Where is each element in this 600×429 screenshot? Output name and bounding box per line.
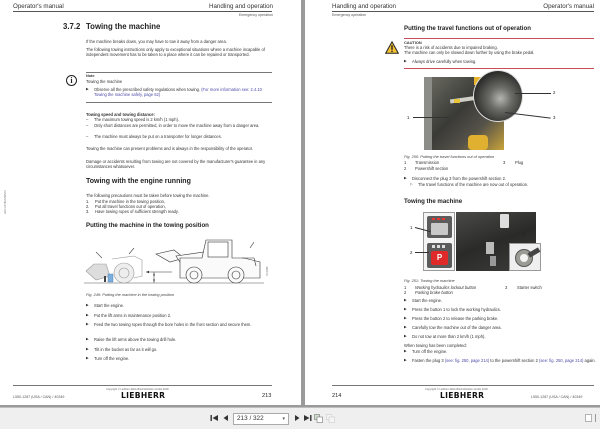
caution-line-1: There is a risk of accidents due to impaired braking. (404, 45, 498, 50)
last-page-button[interactable] (303, 414, 312, 424)
towing-position-heading: Putting the machine in the towing position (86, 222, 209, 229)
fig-250-legend-text: Powershift section (415, 166, 449, 171)
page-number: 213 (262, 393, 272, 399)
fasten-step: ▶ Fasten the plug 3 (see: fig. 250, page 214) to the powershift section 2 (see: fig. 250, page 214) again. (404, 358, 596, 363)
step-item: ▶ Turn off the engine. (86, 356, 129, 361)
step-item: ▶ Start the engine. (86, 303, 124, 308)
header-right: Operator's manual (543, 3, 594, 10)
intro-paragraph-1: If the machine breaks down, you may have to tow it away from a danger area. (86, 39, 227, 44)
header-rule (332, 11, 594, 12)
warning-icon (385, 41, 399, 54)
two-page-view-button[interactable] (314, 414, 323, 424)
section-title: Towing the machine (86, 22, 161, 31)
fig-250-callout-1: 1 (407, 115, 410, 120)
next-page-icon (294, 414, 300, 422)
parking-brake-button-image: P (427, 243, 452, 268)
toolbar-overflow[interactable] (595, 414, 599, 424)
precaution-item: 3. Have towing ropes of sufficient strength ready. (86, 209, 179, 214)
precautions-intro: The following precautions must be taken before towing the machine. (86, 193, 210, 198)
fig-251-legend-text: Starter switch (517, 285, 542, 290)
divider (595, 414, 596, 422)
sub-header: Emergency operation (238, 13, 273, 17)
completed-intro: When towing has been completed: (404, 343, 467, 348)
fig-251-starter-switch-panel (509, 243, 541, 271)
towing-step: ▶ Press the button 1 to lock the working hydraulics. (404, 307, 501, 312)
margin-code: LWC-0078FAZ/65F4 (4, 190, 7, 214)
single-page-view-icon (326, 414, 335, 423)
page-214 (305, 0, 600, 405)
fig-249-caption: Fig. 249: Putting the machine in the towing position (86, 292, 175, 297)
svg-text:OGR089: OGR089 (266, 266, 269, 276)
liebherr-logo: LIEBHERR (440, 391, 485, 400)
fit-page-button[interactable] (585, 414, 592, 424)
damage-paragraph: Damage or accidents resulting from towing are not covered by the manufacturer's guarantee in any circumstances whatsoever. (86, 159, 266, 170)
fig-251-button-panel (423, 212, 455, 271)
note-bullet (86, 87, 272, 98)
page-213 (0, 0, 301, 405)
fig-250-legend-text: Transmission (415, 160, 440, 165)
fig-250-callout-2: 2 (553, 90, 556, 95)
fig-250-legend-num: 3 (503, 160, 506, 165)
fig-251-callout-3: 3 (523, 232, 526, 237)
travel-functions-heading: Putting the travel functions out of operation (404, 25, 531, 32)
step-item: ▶ Raise the lift arms above the towing drill hole. (86, 337, 176, 342)
disconnect-step: ▶ Disconnect the plug 3 from the powershift section 2. (404, 176, 506, 181)
fig-251-legend-text: Working hydraulics lockout button (415, 285, 477, 290)
caution-bullet: ▶ Always drive carefully when towing. (404, 59, 476, 64)
fig-251-callout-1: 1 (410, 225, 413, 230)
towing-position-figure (84, 236, 274, 288)
sub-header: Emergency operation (332, 13, 367, 17)
single-page-view-button[interactable] (326, 414, 335, 424)
intro-paragraph-2: The following towing instructions only apply to exceptional situations where a machine incapable of independent movement has to be taken to a place where it can be repaired or transported. (86, 47, 265, 58)
towing-machine-heading: Towing the machine (404, 198, 463, 205)
chevron-down-icon[interactable]: ▾ (282, 416, 285, 422)
header-left: Handling and operation (332, 3, 396, 10)
problems-paragraph: Towing the machine can present problems and is always in the responsibility of the operator. (86, 146, 254, 151)
header-right: Handling and operation (209, 3, 273, 10)
prev-page-icon (223, 414, 229, 422)
note-safety-link[interactable]: (For more information see: 2.4.10 Towing the machine safely, page 62) (94, 87, 262, 98)
page-number: 214 (332, 393, 342, 399)
speed-item: – The maximum towing speed is 2 km/h (1 mph). (86, 117, 272, 122)
step-item: ▶ Put the lift arms in maintenance position 2. (86, 313, 171, 318)
speed-heading: Towing speed and towing distance: (86, 112, 155, 117)
precaution-item: 1. Put the machine in the towing position, (86, 199, 166, 204)
fig-251-callout-2: 2 (410, 250, 413, 255)
page-icon (585, 414, 592, 422)
navigation-toolbar (0, 407, 600, 429)
fig-251-caption: Fig. 251: Towing the machine (404, 278, 455, 283)
note-bullet-text: Observe all the prescribed safety regulations when towing. (94, 87, 202, 92)
speed-item: – Only short distances are permitted, in order to move the machine away from a danger area. (86, 123, 266, 128)
fig-250-caption: Fig. 250: Putting the travel functions out of operation (404, 154, 495, 159)
fig-250-leader-1 (413, 117, 449, 118)
step-item: ▶ Feed the two towing ropes through the bore holes in the front section and secure them. (86, 322, 272, 327)
footer-code: L550-1287 (USA / CAN) / 40349 (13, 395, 65, 399)
completed-step: ▶ Turn off the engine. (404, 349, 447, 354)
fig-251-legend-num: 2 (404, 290, 407, 295)
note-top-rule (86, 72, 272, 73)
fig-250-callout-3: 3 (553, 115, 556, 120)
fig-250-leader-2 (515, 93, 551, 94)
next-page-button[interactable] (293, 414, 301, 424)
fig-250-legend-num: 1 (404, 160, 407, 165)
footer-rule (332, 385, 594, 386)
prev-page-button[interactable] (222, 414, 230, 424)
note-bottom-rule (86, 102, 272, 103)
caution-line-2: The machine can only be slowed down further by using the brake pedal. (404, 50, 535, 55)
step-item: ▶ Tilt in the bucket as far as it will go. (86, 347, 157, 352)
caution-label: CAUTION (404, 40, 422, 45)
fig-250-link[interactable]: (see: fig. 250, page 214) (444, 358, 490, 363)
fig-251-legend-text: Parking brake button (415, 290, 453, 295)
speed-item: – The machine must always be put on a transporter for longer distances. (86, 134, 272, 139)
fig-250-legend-num: 2 (404, 166, 407, 171)
first-page-button[interactable] (209, 414, 218, 424)
engine-running-heading: Towing with the engine running (86, 178, 191, 185)
fig-251-leader-2 (415, 252, 429, 253)
note-subject: Towing the machine (86, 79, 123, 84)
page-number-field[interactable] (233, 413, 289, 425)
towing-step: ▶ Do not tow at more than 2 km/h (1 mph). (404, 334, 486, 339)
precaution-item: 2. Put all travel functions out of operation, (86, 204, 166, 209)
fig-250-legend-text: Plug (515, 160, 524, 165)
fig-251-legend-num: 3 (505, 285, 508, 290)
caution-top-rule (404, 38, 594, 39)
footer-copyright: Copyright © Liebherr-Werk Bischofshofen GmbH 2018 (425, 388, 488, 391)
fig-250-link[interactable]: (see: fig. 250, page 214) (539, 358, 584, 363)
first-page-icon (210, 414, 218, 422)
section-number: 3.7.2 (63, 22, 81, 31)
footer-copyright: Copyright © Liebherr-Werk Bischofshofen GmbH 2018 (106, 388, 169, 391)
disconnect-result: ▷ The travel functions of the machine are now out of operation. (410, 182, 528, 187)
towing-step: ▶ Carefully tow the machine out of the danger area. (404, 325, 502, 330)
caution-bottom-rule (404, 68, 594, 69)
page-number-value: 213 / 322 (237, 415, 264, 422)
header-rule (13, 11, 272, 12)
two-page-view-icon (314, 414, 323, 423)
towing-step: ▶ Press the button 2 to release the parking brake. (404, 316, 498, 321)
note-label: Note (86, 74, 95, 78)
towing-step: ▶ Start the engine. (404, 298, 442, 303)
liebherr-logo: LIEBHERR (121, 391, 166, 400)
info-icon: i (66, 75, 77, 86)
fig-251-legend-num: 1 (404, 285, 407, 290)
last-page-icon (304, 414, 312, 422)
header-left: Operator's manual (13, 3, 64, 10)
footer-code: L550-1287 (USA / CAN) / 40349 (531, 395, 583, 399)
footer-rule (13, 385, 272, 386)
hydraulics-lockout-button-image (427, 216, 452, 238)
